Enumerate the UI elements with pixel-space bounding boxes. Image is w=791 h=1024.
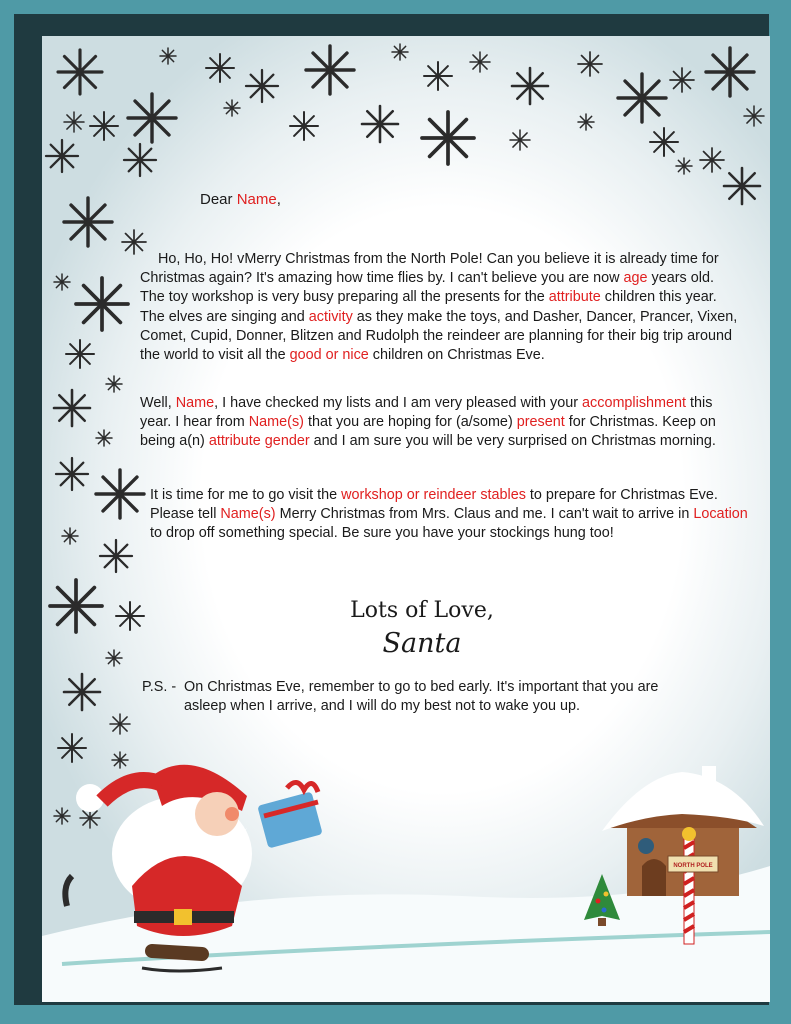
letter-text: , I have checked my lists and I am very pleased with your xyxy=(214,395,583,411)
snowflake-icon xyxy=(58,50,102,94)
letter-text: Merry Christmas from Mrs. Claus and me. I can't wait to arrive in xyxy=(275,506,694,523)
letter-text: that you are hoping for (a/some) xyxy=(303,414,517,431)
greeting-name-placeholder: Name xyxy=(236,191,277,208)
snowflake-icon xyxy=(206,54,234,82)
snowflake-icon xyxy=(618,74,666,122)
snowflake-icon xyxy=(62,528,78,544)
snowflake-icon xyxy=(96,470,144,518)
snowflake-icon xyxy=(650,128,678,156)
snowflake-icon xyxy=(50,580,102,632)
snowflake-icon xyxy=(64,674,100,710)
snowflake-icon xyxy=(392,44,408,60)
snowflake-icon xyxy=(160,48,176,64)
paragraph-1 xyxy=(140,250,740,365)
snowflake-icon xyxy=(46,140,78,172)
snowflake-icon xyxy=(54,274,70,290)
signature: Santa xyxy=(382,628,462,659)
paragraph-2 xyxy=(140,394,740,452)
placeholder-field: Name(s) xyxy=(220,506,276,523)
winter-scene xyxy=(42,736,770,1002)
letter-text: for Christmas. Keep on being a(n) xyxy=(140,414,716,450)
placeholder-field: good or nice xyxy=(289,347,369,364)
snowflake-icon xyxy=(64,112,84,132)
placeholder-field: Location xyxy=(693,506,748,523)
letter-text: Ho, Ho, Ho! vMerry Christmas from the North Pole! Can you believe it is already time for Christmas again? It's amazing how time flies by. I can't believe you are now xyxy=(140,251,719,287)
greeting-suffix: , xyxy=(276,191,281,208)
snowflake-icon xyxy=(676,158,692,174)
letter-text: and I am sure you will be very surprised on Christmas morning. xyxy=(309,433,716,450)
snowflake-icon xyxy=(670,68,694,92)
snowflake-icon xyxy=(76,278,128,330)
placeholder-field: Name(s) xyxy=(248,414,304,431)
placeholder-field: attribute xyxy=(548,289,601,306)
paragraph-3 xyxy=(150,486,750,544)
snowflake-icon xyxy=(578,114,594,130)
letter-text: Well, xyxy=(140,395,176,411)
snowflake-icon xyxy=(106,650,122,666)
letter-text: as they make the toys, and Dasher, Dancer, Prancer, Vixen, Comet, Cupid, Donner, Blitzen and Rudolph the reindeer are planning for their big trip around the world to visit all the xyxy=(140,308,738,364)
snowflake-icon xyxy=(96,430,112,446)
letter-text: to prepare for Christmas Eve. Please tell xyxy=(150,487,718,523)
letter-frame xyxy=(14,14,769,1005)
postscript xyxy=(142,678,702,716)
snowflake-icon xyxy=(100,540,132,572)
snowflake-icon xyxy=(724,168,760,204)
snowflake-icon xyxy=(470,52,490,72)
snowflake-icon xyxy=(578,52,602,76)
snowflake-icon xyxy=(128,94,176,142)
greeting-prefix: Dear xyxy=(200,191,237,208)
snowflake-icon xyxy=(510,130,530,150)
snowflake-icon xyxy=(706,48,754,96)
snowflake-icon xyxy=(744,106,764,126)
letter-text: years old. The toy workshop is very busy preparing all the presents for the xyxy=(140,270,714,306)
snowflake-icon xyxy=(224,100,240,116)
snowflake-icon xyxy=(246,70,278,102)
ps-label: P.S. - xyxy=(142,679,177,695)
letter-text: children on Christmas Eve. xyxy=(368,347,545,364)
snowflake-icon xyxy=(116,602,144,630)
snowflake-icon xyxy=(54,390,90,426)
snowflake-icon xyxy=(512,68,548,104)
snowflake-icon xyxy=(66,340,94,368)
placeholder-field: activity xyxy=(308,308,353,325)
snowflake-icon xyxy=(106,376,122,392)
snowflake-icon xyxy=(362,106,398,142)
letter-text: this year. I hear from xyxy=(140,395,713,431)
snowflake-icon xyxy=(110,714,130,734)
placeholder-field: attribute gender xyxy=(208,433,310,450)
snowflake-icon xyxy=(700,148,724,172)
placeholder-field: Name xyxy=(175,395,215,411)
snowflake-icon xyxy=(90,112,118,140)
placeholder-field: accomplishment xyxy=(582,395,687,411)
snowflake-icon xyxy=(56,458,88,490)
snowflake-icon xyxy=(64,198,112,246)
placeholder-field: age xyxy=(623,270,648,287)
ps-body: On Christmas Eve, remember to go to bed early. It's important that you are asleep when I arrive, and I will do my best not to wake you up. xyxy=(184,679,659,715)
letter-text: It is time for me to go visit the xyxy=(150,487,342,503)
placeholder-field: present xyxy=(516,414,565,431)
snowflake-icon xyxy=(422,112,474,164)
letter-text: to drop off something special. Be sure you have your stockings hung too! xyxy=(150,525,614,542)
snowflake-icon xyxy=(306,46,354,94)
snowflake-icon xyxy=(124,144,156,176)
letter-text: children this year. The elves are singing and xyxy=(140,289,717,325)
greeting xyxy=(200,190,281,209)
closing: Lots of Love, xyxy=(350,598,494,623)
letter-paper xyxy=(42,36,770,1002)
placeholder-field: workshop or reindeer stables xyxy=(341,487,526,503)
snowflake-icon xyxy=(424,62,452,90)
sign-text: NORTH POLE xyxy=(673,863,713,869)
snowflake-icon xyxy=(290,112,318,140)
